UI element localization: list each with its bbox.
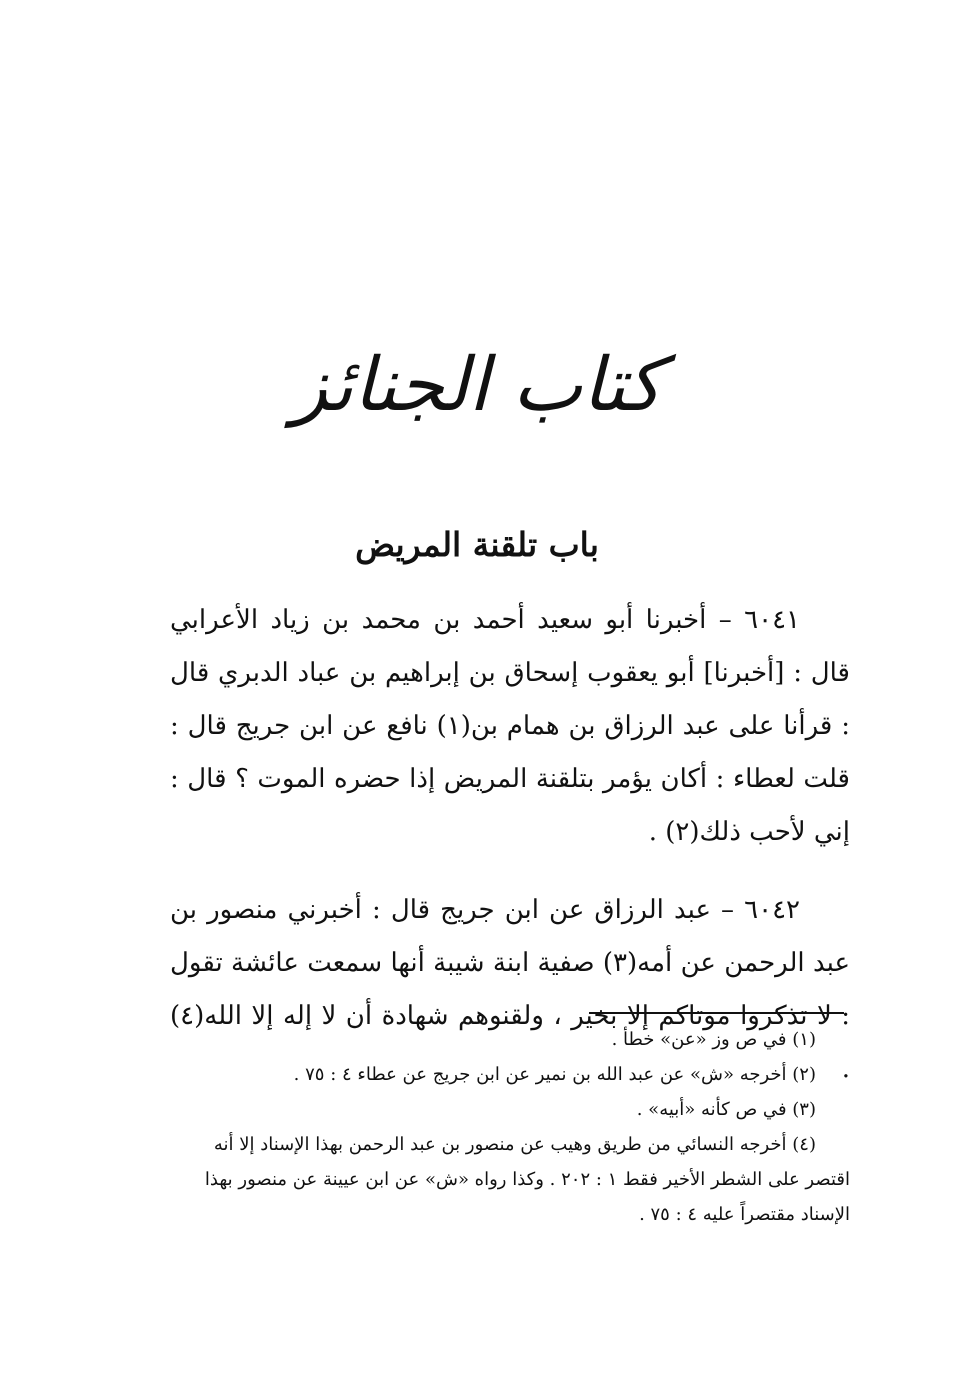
hadith-6042: ٦٠٤٢ – عبد الرزاق عن ابن جريج قال : أخبرني منصور بن عبد الرحمن عن أمه(٣) صفية ابنة شيبة أنها سمعت عائشة تقول : لا تذكروا موتاكم إلا بخير ، ولقنوهم شهادة أن لا إله إلا الله(٤) . (170, 895, 850, 1084)
footnote-4: (٤) أخرجه النسائي من طريق وهيب عن منصور بن عبد الرحمن بهذا الإسناد إلا أنه اقتصر على الشطر الأخير فقط ١ : ٢٠٢ . وكذا رواه «ش» عن ابن عيينة عن منصور بهذا الإسناد مقتصراً عليه ٤ : ٧٥ . (204, 1134, 850, 1225)
footnote-divider (589, 1012, 844, 1014)
footnote-3: (٣) في ص كأنه «أبيه» . (636, 1099, 816, 1120)
hadith-6041: ٦٠٤١ – أخبرنا أبو سعيد أحمد بن محمد بن زياد الأعرابي قال : [أخبرنا] أبو يعقوب إسحاق بن إبراهيم بن عباد الدبري قال : قرأنا على عبد الرزاق بن همام بن(١) نافع عن ابن جريج قال : قلت لعطاء : أكان يؤمر بتلقنة المريض إذا حضره الموت ؟ قال : إني لأحب ذلك(٢) . (170, 605, 850, 847)
footnote-2: (٢) أخرجه «ش» عن عبد الله بن نمير عن ابن جريج عن عطاء ٤ : ٧٥ . (293, 1064, 816, 1085)
book-title: كتاب الجنائز (291, 342, 663, 428)
chapter-title: باب تلقنة المريض (355, 525, 599, 564)
hadith-text-block (170, 594, 850, 1096)
footnotes-block (170, 1022, 850, 1232)
footnote-1: (١) في ص وز «عن» خطأ . (611, 1029, 816, 1050)
